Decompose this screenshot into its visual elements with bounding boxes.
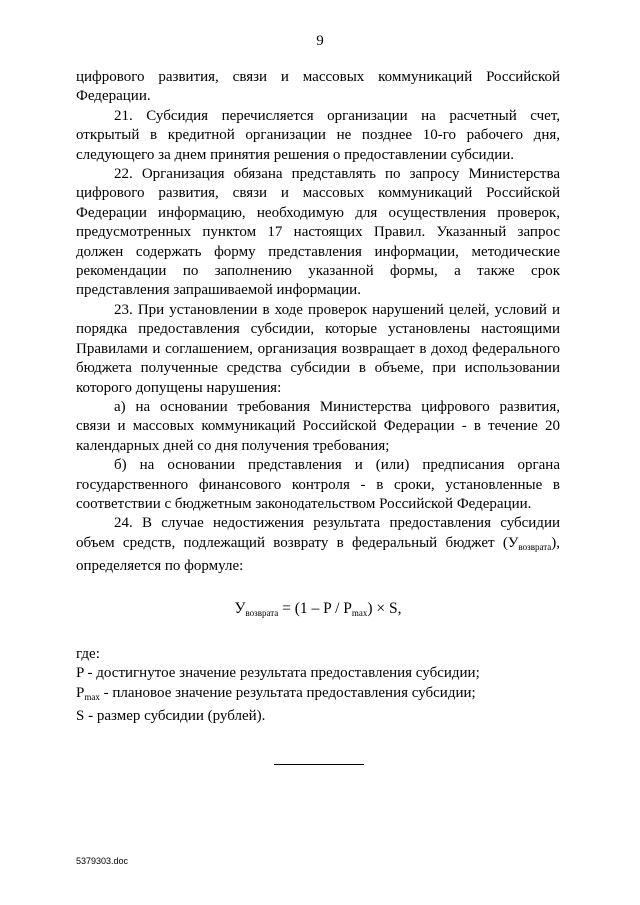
paragraph-24 xyxy=(76,514,560,576)
legend-pmax-subscript: max xyxy=(84,691,100,702)
section-divider xyxy=(274,764,364,765)
formula-lhs-subscript: возврата xyxy=(245,607,279,618)
paragraph-24-text: 24. В случае недостижения результата предоставления субсидии объем средств, подлежащий возврату в федеральный бюджет (У xyxy=(76,515,560,551)
legend-pmax-text: - плановое значение результата предоставления субсидии; xyxy=(99,684,476,701)
paragraph-24-text-end: ), определяется по формуле: xyxy=(76,534,560,575)
formula-end: ) × S, xyxy=(367,599,402,617)
paragraph-21: 21. Субсидия перечисляется организации на расчетный счет, открытый в кредитной организации не позднее 10-го рабочего дня, следующего за днем принятия решения о предоставлении субсидии. xyxy=(76,107,560,163)
formula-max-subscript: max xyxy=(351,607,368,618)
paragraph-22: 22. Организация обязана представлять по запросу Министерства цифрового развития, связи и массовых коммуникаций Российской Федерации информацию, необходимую для осуществления проверок, предусмотренных пунктом 17 настоящих Правил. Указанный запрос должен содержать форму представления информации, методические рекомендации по заполнению указанной формы, а также срок представления запрашиваемой информации. xyxy=(76,166,560,299)
legend-pmax-symbol: P xyxy=(76,684,85,701)
footer-filename: 5379303.doc xyxy=(76,856,129,866)
paragraph-continuation: цифрового развития, связи и массовых коммуникаций Российской Федерации. xyxy=(76,69,560,105)
paragraph-24-subscript: возврата xyxy=(518,541,552,552)
legend-where: где: xyxy=(76,645,100,662)
formula xyxy=(234,600,401,617)
formula-lhs: У xyxy=(234,599,246,617)
paragraph-23-b: б) на основании представления и (или) предписания органа государственного финансового контроля - в сроки, установленные в соответствии с бюджетным законодательством Российской Федерации. xyxy=(76,457,560,512)
legend-p: P - достигнутое значение результата предоставления субсидии; xyxy=(76,665,480,682)
paragraph-23-a: а) на основании требования Министерства цифрового развития, связи и массовых коммуникаций Российской Федерации - в течение 20 календарных дней со дня получения требования; xyxy=(76,398,560,454)
formula-middle: = (1 – P / P xyxy=(278,599,352,617)
formula-block xyxy=(76,599,560,623)
legend-s: S - размер субсидии (рублей). xyxy=(76,708,266,725)
document-body xyxy=(76,68,560,727)
legend-pmax xyxy=(76,684,560,707)
paragraph-23: 23. При установлении в ходе проверок нарушений целей, условий и порядка предоставления субсидии, которые установлены настоящими Правилами и соглашением, организация возвращает в доход федерального бюджета полученные средства субсидии в объеме, при использовании которого допущены нарушения: xyxy=(76,301,560,396)
page-number: 9 xyxy=(316,33,324,49)
